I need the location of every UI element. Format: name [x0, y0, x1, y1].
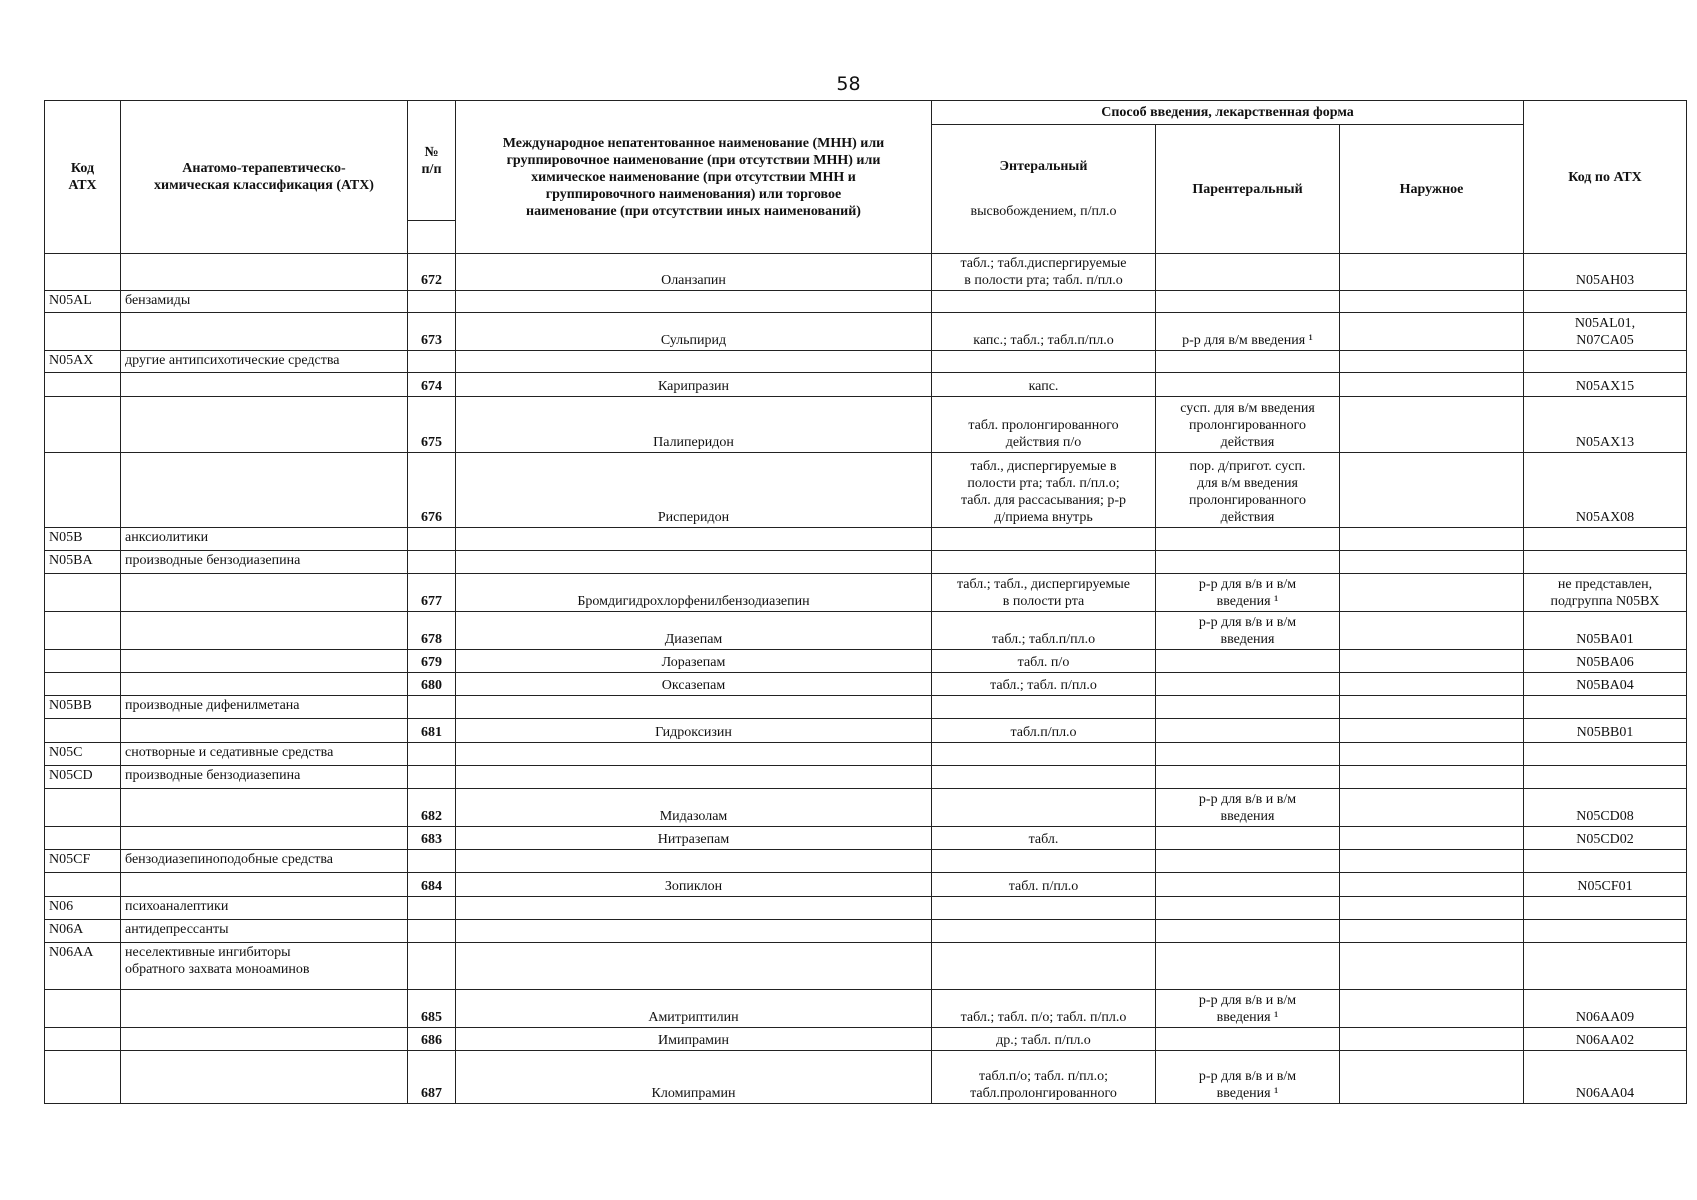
atx-group-code: [45, 373, 121, 397]
classification-cell: [121, 827, 408, 850]
row-number: [408, 943, 456, 990]
row-number: 677: [408, 574, 456, 612]
header-route-group: Способ введения, лекарственная форма: [932, 101, 1524, 125]
drug-name: Амитриптилин: [456, 990, 932, 1028]
parenteral-form: [1156, 827, 1340, 850]
group-row: [45, 743, 1687, 766]
parenteral-form: [1156, 650, 1340, 673]
drug-row: [45, 789, 1687, 827]
parenteral-form: р-р для в/в и в/м введения: [1156, 612, 1340, 650]
atx-code: N05AX08: [1524, 453, 1687, 528]
enteral-form: [932, 351, 1156, 373]
atx-code: N05BA01: [1524, 612, 1687, 650]
external-form: [1340, 373, 1524, 397]
enteral-form: др.; табл. п/пл.о: [932, 1028, 1156, 1051]
external-form: [1340, 873, 1524, 897]
classification-cell: анксиолитики: [121, 528, 408, 551]
drug-row: [45, 612, 1687, 650]
classification-cell: [121, 254, 408, 291]
enteral-form: [932, 551, 1156, 574]
atx-group-code: N05AX: [45, 351, 121, 373]
row-number: [408, 850, 456, 873]
drug-name: [456, 551, 932, 574]
group-row: [45, 696, 1687, 719]
row-number: 681: [408, 719, 456, 743]
header-atx-code: Код по АТХ: [1524, 101, 1687, 254]
atx-code: N06AA04: [1524, 1051, 1687, 1104]
classification-cell: [121, 612, 408, 650]
row-number: 678: [408, 612, 456, 650]
atx-code: [1524, 528, 1687, 551]
row-number: [408, 551, 456, 574]
row-number: [408, 897, 456, 920]
atx-code: N05CD08: [1524, 789, 1687, 827]
drug-name: Палиперидон: [456, 397, 932, 453]
enteral-form: табл. пролонгированного действия п/о: [932, 397, 1156, 453]
group-row: [45, 897, 1687, 920]
drug-name: Оксазепам: [456, 673, 932, 696]
classification-cell: [121, 453, 408, 528]
enteral-form: табл.п/пл.о: [932, 719, 1156, 743]
row-number: 672: [408, 254, 456, 291]
parenteral-form: [1156, 719, 1340, 743]
atx-group-code: [45, 719, 121, 743]
enteral-form: [932, 943, 1156, 990]
parenteral-form: [1156, 551, 1340, 574]
atx-code: N05CD02: [1524, 827, 1687, 850]
classification-cell: другие антипсихотические средства: [121, 351, 408, 373]
atx-code: N05AL01, N07CA05: [1524, 313, 1687, 351]
atx-group-code: N05C: [45, 743, 121, 766]
drug-name: Сульпирид: [456, 313, 932, 351]
drug-name: [456, 696, 932, 719]
drug-name: Нитразепам: [456, 827, 932, 850]
group-row: [45, 351, 1687, 373]
page-number: 58: [836, 73, 861, 95]
atx-group-code: [45, 827, 121, 850]
external-form: [1340, 574, 1524, 612]
drug-name: Оланзапин: [456, 254, 932, 291]
atx-group-code: N05BA: [45, 551, 121, 574]
atx-group-code: N05BB: [45, 696, 121, 719]
group-row: [45, 850, 1687, 873]
enteral-form: табл.; табл., диспергируемые в полости рта: [932, 574, 1156, 612]
enteral-form: табл. п/о: [932, 650, 1156, 673]
atx-code: [1524, 291, 1687, 313]
drug-name: Зопиклон: [456, 873, 932, 897]
header-code-atx: Код АТХ: [45, 101, 121, 254]
table-body: [45, 254, 1687, 1104]
parenteral-form: р-р для в/в и в/м введения ¹: [1156, 574, 1340, 612]
row-number: [408, 528, 456, 551]
atx-code: N05BA04: [1524, 673, 1687, 696]
atx-group-code: [45, 650, 121, 673]
header-external: Наружное: [1340, 125, 1524, 254]
parenteral-form: [1156, 897, 1340, 920]
header-parenteral: Парентеральный: [1156, 125, 1340, 254]
external-form: [1340, 696, 1524, 719]
atx-group-code: [45, 313, 121, 351]
row-number: 684: [408, 873, 456, 897]
enteral-form: капс.: [932, 373, 1156, 397]
drug-table: [44, 100, 1687, 1104]
row-number: 674: [408, 373, 456, 397]
row-number: 687: [408, 1051, 456, 1104]
enteral-form: табл.: [932, 827, 1156, 850]
header-classification: Анатомо-терапевтическо- химическая классификация (АТХ): [121, 101, 408, 254]
row-number: 685: [408, 990, 456, 1028]
classification-cell: [121, 719, 408, 743]
classification-cell: антидепрессанты: [121, 920, 408, 943]
external-form: [1340, 351, 1524, 373]
drug-row: [45, 873, 1687, 897]
external-form: [1340, 1028, 1524, 1051]
drug-name: Гидроксизин: [456, 719, 932, 743]
parenteral-form: [1156, 920, 1340, 943]
external-form: [1340, 990, 1524, 1028]
atx-code: N05AX15: [1524, 373, 1687, 397]
atx-group-code: [45, 254, 121, 291]
classification-cell: бензодиазепиноподобные средства: [121, 850, 408, 873]
parenteral-form: [1156, 943, 1340, 990]
drug-row: [45, 397, 1687, 453]
parenteral-form: р-р для в/м введения ¹: [1156, 313, 1340, 351]
parenteral-form: [1156, 696, 1340, 719]
classification-cell: снотворные и седативные средства: [121, 743, 408, 766]
enteral-form: [932, 789, 1156, 827]
row-number: 686: [408, 1028, 456, 1051]
external-form: [1340, 789, 1524, 827]
drug-name: Кломипрамин: [456, 1051, 932, 1104]
enteral-form: табл.п/о; табл. п/пл.о; табл.пролонгированного: [932, 1051, 1156, 1104]
external-form: [1340, 766, 1524, 789]
drug-name: Лоразепам: [456, 650, 932, 673]
classification-cell: производные бензодиазепина: [121, 766, 408, 789]
row-number: 679: [408, 650, 456, 673]
parenteral-form: пор. д/пригот. сусп. для в/м введения пролонгированного действия: [1156, 453, 1340, 528]
atx-code: [1524, 943, 1687, 990]
drug-name: [456, 766, 932, 789]
header-carryover-text: высвобождением, п/пл.о: [970, 204, 1117, 219]
group-row: [45, 551, 1687, 574]
group-row: [45, 943, 1687, 990]
header-enteral-label: Энтеральный: [999, 159, 1088, 174]
header-number-spacer: [408, 221, 456, 254]
parenteral-form: [1156, 873, 1340, 897]
external-form: [1340, 920, 1524, 943]
atx-group-code: [45, 789, 121, 827]
enteral-form: табл.; табл. п/пл.о: [932, 673, 1156, 696]
external-form: [1340, 719, 1524, 743]
atx-code: [1524, 551, 1687, 574]
atx-code: [1524, 351, 1687, 373]
drug-row: [45, 827, 1687, 850]
atx-code: N05BA06: [1524, 650, 1687, 673]
drug-name: Мидазолам: [456, 789, 932, 827]
external-form: [1340, 827, 1524, 850]
external-form: [1340, 254, 1524, 291]
atx-code: N06AA02: [1524, 1028, 1687, 1051]
external-form: [1340, 313, 1524, 351]
atx-code: [1524, 920, 1687, 943]
group-row: [45, 920, 1687, 943]
parenteral-form: [1156, 291, 1340, 313]
enteral-form: капс.; табл.; табл.п/пл.о: [932, 313, 1156, 351]
parenteral-form: [1156, 673, 1340, 696]
drug-row: [45, 453, 1687, 528]
parenteral-form: [1156, 766, 1340, 789]
row-number: [408, 291, 456, 313]
enteral-form: [932, 696, 1156, 719]
row-number: [408, 743, 456, 766]
drug-row: [45, 650, 1687, 673]
atx-code: не представлен, подгруппа N05BX: [1524, 574, 1687, 612]
drug-row: [45, 673, 1687, 696]
external-form: [1340, 897, 1524, 920]
parenteral-form: [1156, 1028, 1340, 1051]
parenteral-form: сусп. для в/м введения пролонгированного действия: [1156, 397, 1340, 453]
drug-name: [456, 897, 932, 920]
parenteral-form: р-р для в/в и в/м введения: [1156, 789, 1340, 827]
classification-cell: [121, 373, 408, 397]
parenteral-form: [1156, 351, 1340, 373]
external-form: [1340, 943, 1524, 990]
atx-code: [1524, 696, 1687, 719]
atx-group-code: [45, 873, 121, 897]
parenteral-form: [1156, 373, 1340, 397]
enteral-form: табл.; табл. п/о; табл. п/пл.о: [932, 990, 1156, 1028]
classification-cell: [121, 1051, 408, 1104]
external-form: [1340, 612, 1524, 650]
parenteral-form: [1156, 850, 1340, 873]
header-name: Международное непатентованное наименование (МНН) или группировочное наименование (при отсутствии МНН) или химическое наименование (при отсутствии МНН и группировочного наименования) или торговое наименование (при отсутствии иных наименований): [456, 101, 932, 254]
parenteral-form: [1156, 254, 1340, 291]
drug-row: [45, 574, 1687, 612]
enteral-form: [932, 920, 1156, 943]
enteral-form: [932, 528, 1156, 551]
drug-row: [45, 1028, 1687, 1051]
header-enteral: [932, 125, 1156, 254]
drug-name: [456, 850, 932, 873]
drug-row: [45, 373, 1687, 397]
enteral-form: [932, 850, 1156, 873]
group-row: [45, 528, 1687, 551]
classification-cell: [121, 990, 408, 1028]
external-form: [1340, 673, 1524, 696]
atx-group-code: [45, 1051, 121, 1104]
classification-cell: [121, 1028, 408, 1051]
drug-name: [456, 528, 932, 551]
row-number: 683: [408, 827, 456, 850]
atx-group-code: N05AL: [45, 291, 121, 313]
atx-group-code: [45, 990, 121, 1028]
classification-cell: [121, 313, 408, 351]
external-form: [1340, 1051, 1524, 1104]
atx-group-code: [45, 397, 121, 453]
atx-code: N05CF01: [1524, 873, 1687, 897]
classification-cell: неселективные ингибиторы обратного захвата моноаминов: [121, 943, 408, 990]
atx-code: N06AA09: [1524, 990, 1687, 1028]
row-number: 682: [408, 789, 456, 827]
drug-name: [456, 920, 932, 943]
atx-group-code: [45, 574, 121, 612]
drug-name: Диазепам: [456, 612, 932, 650]
drug-name: Бромдигидрохлорфенилбензодиазепин: [456, 574, 932, 612]
atx-code: [1524, 897, 1687, 920]
drug-name: Карипразин: [456, 373, 932, 397]
atx-code: N05AH03: [1524, 254, 1687, 291]
enteral-form: табл., диспергируемые в полости рта; табл. п/пл.о; табл. для рассасывания; р-р д/приема внутрь: [932, 453, 1156, 528]
classification-cell: бензамиды: [121, 291, 408, 313]
drug-row: [45, 313, 1687, 351]
row-number: [408, 696, 456, 719]
parenteral-form: р-р для в/в и в/м введения ¹: [1156, 1051, 1340, 1104]
row-number: [408, 920, 456, 943]
enteral-form: [932, 743, 1156, 766]
enteral-form: [932, 766, 1156, 789]
atx-code: [1524, 766, 1687, 789]
external-form: [1340, 551, 1524, 574]
row-number: 676: [408, 453, 456, 528]
external-form: [1340, 291, 1524, 313]
classification-cell: производные дифенилметана: [121, 696, 408, 719]
atx-group-code: [45, 453, 121, 528]
row-number: 675: [408, 397, 456, 453]
group-row: [45, 291, 1687, 313]
atx-group-code: N06AA: [45, 943, 121, 990]
classification-cell: психоаналептики: [121, 897, 408, 920]
header-number: № п/п: [408, 101, 456, 221]
external-form: [1340, 850, 1524, 873]
parenteral-form: [1156, 743, 1340, 766]
drug-row: [45, 254, 1687, 291]
parenteral-form: р-р для в/в и в/м введения ¹: [1156, 990, 1340, 1028]
drug-name: [456, 743, 932, 766]
atx-code: N05BB01: [1524, 719, 1687, 743]
row-number: [408, 351, 456, 373]
external-form: [1340, 743, 1524, 766]
row-number: [408, 766, 456, 789]
drug-row: [45, 990, 1687, 1028]
external-form: [1340, 397, 1524, 453]
drug-row: [45, 719, 1687, 743]
atx-code: [1524, 850, 1687, 873]
atx-group-code: N05B: [45, 528, 121, 551]
drug-name: Рисперидон: [456, 453, 932, 528]
classification-cell: [121, 397, 408, 453]
enteral-form: табл. п/пл.о: [932, 873, 1156, 897]
row-number: 680: [408, 673, 456, 696]
enteral-form: [932, 897, 1156, 920]
atx-group-code: N05CF: [45, 850, 121, 873]
classification-cell: [121, 789, 408, 827]
external-form: [1340, 528, 1524, 551]
enteral-form: табл.; табл.диспергируемые в полости рта; табл. п/пл.о: [932, 254, 1156, 291]
atx-group-code: [45, 612, 121, 650]
group-row: [45, 766, 1687, 789]
drug-name: [456, 943, 932, 990]
drug-name: [456, 291, 932, 313]
atx-code: N05AX13: [1524, 397, 1687, 453]
drug-name: [456, 351, 932, 373]
atx-group-code: N06A: [45, 920, 121, 943]
classification-cell: [121, 650, 408, 673]
enteral-form: [932, 291, 1156, 313]
row-number: 673: [408, 313, 456, 351]
drug-row: [45, 1051, 1687, 1104]
classification-cell: [121, 673, 408, 696]
classification-cell: [121, 574, 408, 612]
drug-name: Имипрамин: [456, 1028, 932, 1051]
atx-group-code: [45, 1028, 121, 1051]
atx-code: [1524, 743, 1687, 766]
atx-group-code: N05CD: [45, 766, 121, 789]
classification-cell: [121, 873, 408, 897]
atx-group-code: [45, 673, 121, 696]
external-form: [1340, 650, 1524, 673]
classification-cell: производные бензодиазепина: [121, 551, 408, 574]
external-form: [1340, 453, 1524, 528]
parenteral-form: [1156, 528, 1340, 551]
enteral-form: табл.; табл.п/пл.о: [932, 612, 1156, 650]
atx-group-code: N06: [45, 897, 121, 920]
